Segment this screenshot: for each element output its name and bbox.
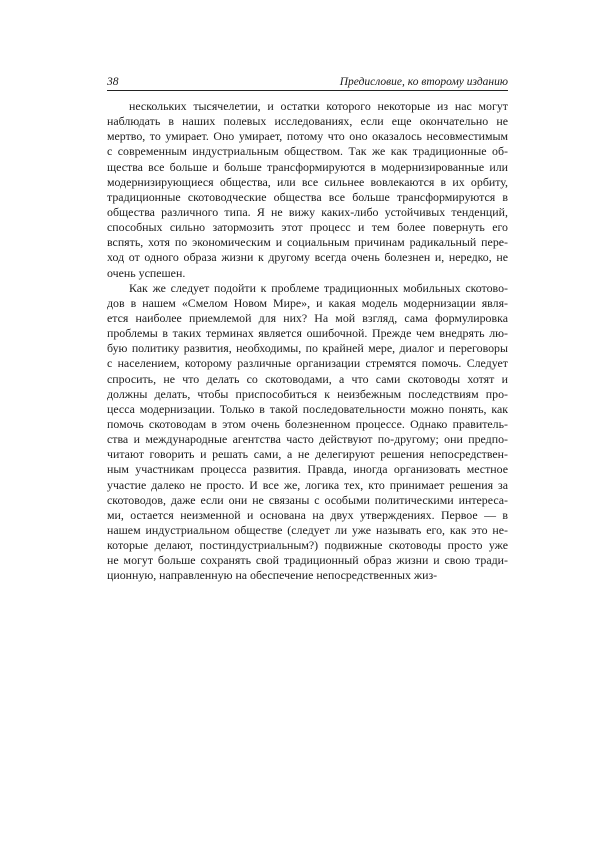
text-line: ства и международные агентства часто действуют по-другому; они предпо-: [107, 432, 508, 447]
text-line: общества различного типа. Я не вижу каких-либо устойчивых тенденций,: [107, 204, 508, 219]
text-line: цесса модернизации. Только в такой последовательности можно понять, как: [107, 401, 508, 416]
text-line: ход от одного образа жизни к другому всегда очень болезнен и, нередко, не: [107, 250, 508, 265]
text-line: проблемы в таких терминах является ошибочной. Прежде чем внедрять лю-: [107, 326, 508, 341]
text-line: помочь скотоводам в этом очень болезненном процессе. Однако правитель-: [107, 416, 508, 431]
text-line: не могут больше сохранять свой традиционный образ жизни и свою тради-: [107, 553, 508, 568]
text-line: очень успешен.: [107, 265, 186, 280]
text-line: ным участникам процесса развития. Правда, иногда организовать местное: [107, 462, 508, 477]
text-line: традиционные скотоводческие общества все больше трансформируются в: [107, 189, 508, 204]
text-line: щества все больше и больше трансформируются в модернизированные или: [107, 159, 508, 174]
text-line: скотоводов, даже если они не связаны с особыми политическими интереса-: [107, 492, 508, 507]
text-line: ется наиболее приемлемой для них? На мой взгляд, сама формулировка: [107, 310, 508, 325]
text-line: модернизирующиеся общества, или все сильнее вовлекаются в их орбиту,: [107, 174, 508, 189]
header-rule: [107, 90, 508, 91]
running-header: [107, 75, 508, 89]
text-line: бую политику развития, необходимы, по крайней мере, диалог и переговоры: [107, 341, 508, 356]
text-line: с населением, которому различные организации стремятся помочь. Следует: [107, 356, 508, 371]
text-line: участие далеко не просто. И все же, логика тех, кто принимает решения за: [107, 477, 508, 492]
text-line: нашем индустриальном обществе (следует ли уже называть его, как это не-: [107, 522, 508, 537]
text-line: с современным индустриальным обществом. Так же как традиционные об-: [107, 144, 508, 159]
text-line: которые делают, постиндустриальным?) подвижные скотоводы просто уже: [107, 538, 508, 553]
text-line: способных сильно затормозить этот процесс и тем более повернуть его: [107, 220, 508, 235]
body-text: [107, 99, 508, 584]
page-number: 38: [107, 76, 119, 88]
text-line: должны делать, чтобы приспособиться к неизбежным последствиям про-: [107, 386, 508, 401]
running-title: Предисловие, ко второму изданию: [339, 76, 508, 88]
text-line: наблюдать в наших полевых исследованиях, если еще окончательно не: [107, 114, 508, 129]
text-line: мертво, то умирает. Оно умирает, потому что оно оказалось несовместимым: [107, 129, 508, 144]
text-line: вспять, хотя по экономическим и социальным причинам радикальный пере-: [107, 235, 508, 250]
text-line: читают говорить и решать сами, а не делегируют решения непосредствен-: [107, 447, 508, 462]
text-line: ми, остается неизменной и основана на двух утверждениях. Первое — в: [107, 507, 508, 522]
text-line: Как же следует подойти к проблеме традиционных мобильных скотово-: [129, 280, 508, 295]
text-line: нескольких тысячелетии, и остатки которого некоторые из нас могут: [129, 99, 508, 113]
text-line: ционную, направленную на обеспечение непосредственных жиз-: [107, 568, 438, 583]
text-line: спросить, не что делать со скотоводами, а что сами скотоводы хотят и: [107, 371, 508, 386]
text-line: дов в нашем «Смелом Новом Мире», и какая модель модернизации явля-: [107, 295, 508, 310]
